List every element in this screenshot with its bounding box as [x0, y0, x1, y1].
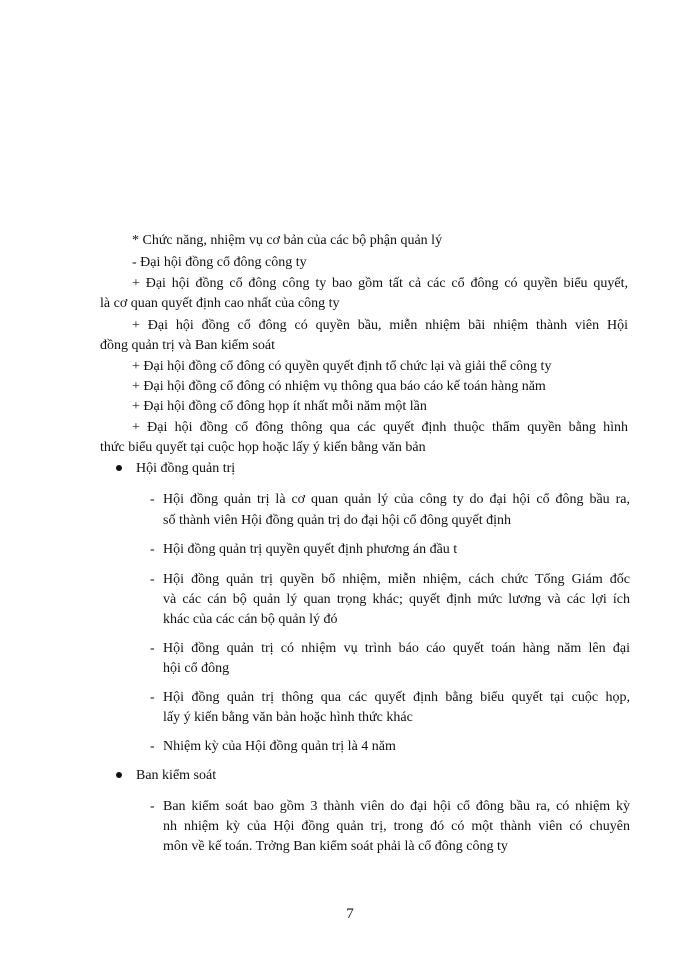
- dash-marker: -: [150, 799, 155, 814]
- paragraph-line: + Đại hội đồng cổ đông có quyền bầu, miễn nhiệm bãi nhiệm thành viên Hội: [132, 318, 628, 333]
- section-title-bks: Ban kiểm soát: [136, 768, 217, 783]
- list-item-line: Ban kiểm soát bao gồm 3 thành viên do đại hội cổ đông bầu ra, có nhiệm kỳ: [163, 799, 630, 814]
- list-item-line: Hội đồng quản trị có nhiệm vụ trình báo cáo quyết toán hàng năm lên đại: [163, 641, 630, 656]
- paragraph-line: là cơ quan quyết định cao nhất của công ty: [100, 296, 340, 311]
- paragraph-line: thức biểu quyết tại cuộc họp hoặc lấy ý kiến bằng văn bản: [100, 440, 426, 455]
- section-heading: * Chức năng, nhiệm vụ cơ bản của các bộ phận quản lý: [132, 233, 443, 248]
- paragraph-line: + Đại hội đồng cổ đông họp ít nhất mỗi năm một lần: [132, 399, 427, 414]
- dash-marker: -: [150, 739, 155, 754]
- bullet-icon: [116, 772, 122, 778]
- list-item-line: khác của các cán bộ quản lý đó: [163, 612, 338, 627]
- paragraph-line: + Đại hội đồng cổ đông có quyền quyết định tổ chức lại và giải thể công ty: [132, 359, 552, 374]
- list-item-line: lấy ý kiến bằng văn bản hoặc hình thức khác: [163, 710, 413, 725]
- paragraph-line: + Đại hội đồng cổ đông công ty bao gồm tất cả các cổ đông có quyền biểu quyết,: [132, 276, 628, 291]
- list-item-line: Hội đồng quản trị quyền quyết định phương án đầu t: [163, 542, 458, 557]
- list-item-line: Hội đồng quản trị là cơ quan quản lý của công ty do đại hội cổ đông bầu ra,: [163, 492, 630, 507]
- dash-marker: -: [150, 542, 155, 557]
- section-title-hdqt: Hội đồng quản trị: [136, 461, 236, 476]
- dash-marker: -: [150, 690, 155, 705]
- list-item-line: hội cổ đông: [163, 661, 230, 676]
- list-item-line: nh nhiệm kỳ của Hội đồng quản trị, trong đó có một thành viên có chuyên: [163, 819, 630, 834]
- list-item-line: Nhiệm kỳ của Hội đồng quản trị là 4 năm: [163, 739, 396, 754]
- paragraph-line: + Đại hội đồng cổ đông có nhiệm vụ thông qua báo cáo kế toán hàng năm: [132, 379, 546, 394]
- paragraph-line: đồng quản trị và Ban kiểm soát: [100, 338, 275, 353]
- list-item-line: môn về kế toán. Trởng Ban kiểm soát phải là cổ đông công ty: [163, 839, 508, 854]
- list-item-line: và các cán bộ quản lý quan trọng khác; quyết định mức lương và các lợi ích: [163, 592, 630, 607]
- list-item-line: số thành viên Hội đồng quản trị do đại hội cổ đông quyết định: [163, 513, 512, 528]
- bullet-icon: [116, 465, 122, 471]
- page-number: 7: [346, 906, 354, 922]
- list-item-line: Hội đồng quản trị thông qua các quyết định bằng biểu quyết tại cuộc họp,: [163, 690, 630, 705]
- dash-marker: -: [150, 572, 155, 587]
- paragraph-line: + Đại hội đồng cổ đông thông qua các quyết định thuộc thẩm quyền bằng hình: [132, 420, 628, 435]
- list-item-line: Hội đồng quản trị quyền bổ nhiệm, miễn nhiệm, cách chức Tổng Giám đốc: [163, 572, 630, 587]
- subsection-heading: - Đại hội đồng cổ đông công ty: [132, 255, 307, 270]
- dash-marker: -: [150, 641, 155, 656]
- dash-marker: -: [150, 492, 155, 507]
